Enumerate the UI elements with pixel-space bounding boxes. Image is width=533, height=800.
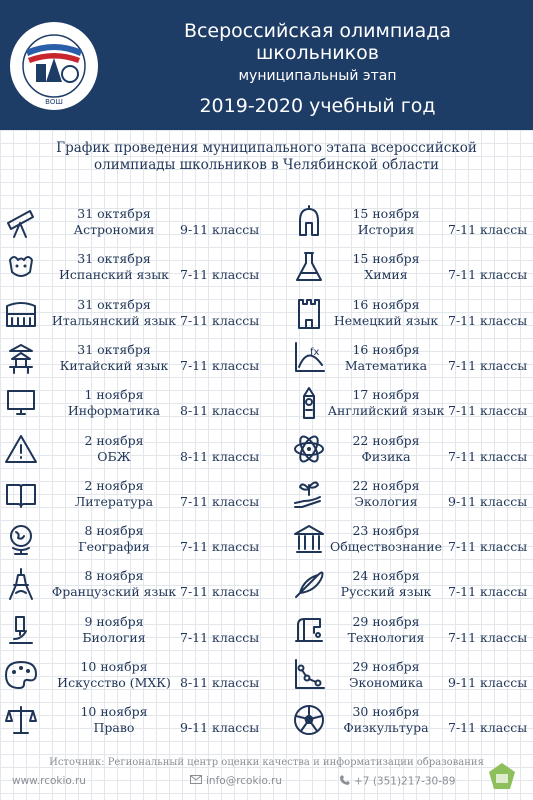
event-date: 22 ноября [352, 477, 420, 493]
footer-phone[interactable] [340, 775, 455, 788]
event-date: 15 ноября [352, 206, 420, 221]
event-subject: Китайский язык [59, 357, 169, 373]
schedule-title-line2: олимпиады школьников в Челябинской области [94, 157, 439, 173]
phone-icon [340, 775, 350, 788]
event-subject: ОБЖ [97, 448, 131, 464]
schedule-row [4, 475, 264, 515]
schedule-row [292, 565, 530, 605]
institution-icon [292, 522, 326, 556]
event-date: 9 ноября [84, 613, 144, 629]
header-title-line2: школьников [256, 42, 379, 64]
book-icon [4, 477, 38, 511]
event-subject: Немецкий язык [333, 312, 439, 328]
event-grades: 7-11 классы [448, 357, 528, 373]
flask-icon [292, 250, 326, 284]
event-subject: Английский язык [327, 403, 445, 419]
footer-source: Источник: Региональный центр оценки качества и информатизации образования [49, 757, 484, 768]
bull-icon [4, 250, 38, 284]
event-grades: 8-11 классы [180, 448, 260, 464]
plant-hand-icon [292, 477, 326, 511]
scales-icon [4, 703, 38, 737]
event-subject: Искусство (МХК) [57, 675, 171, 690]
event-date: 10 ноября [80, 704, 148, 720]
event-subject: Математика [344, 357, 428, 373]
event-grades: 9-11 классы [448, 675, 528, 690]
event-date: 31 октября [77, 251, 151, 267]
header-subtitle: муниципальный этап [238, 68, 397, 84]
event-grades: 7-11 классы [180, 312, 260, 328]
event-subject: Право [93, 720, 135, 736]
event-grades: 9-11 классы [448, 493, 528, 509]
rcokio-logo-icon [488, 762, 516, 790]
event-date: 2 ноября [84, 432, 144, 448]
event-subject: Экономика [348, 675, 424, 690]
svg-text:fx: fx [310, 346, 320, 358]
event-date: 31 октября [77, 206, 151, 221]
event-grades: 7-11 классы [448, 222, 528, 237]
event-date: 16 ноября [352, 341, 420, 357]
event-subject: Литература [74, 493, 154, 509]
event-subject: Обществознание [330, 539, 442, 555]
event-grades: 7-11 классы [180, 357, 260, 373]
event-date: 29 ноября [352, 613, 420, 629]
header-banner [0, 0, 533, 130]
schedule-row [4, 565, 264, 605]
event-date: 31 октября [77, 341, 151, 357]
microscope-icon [4, 613, 38, 647]
castle-tower-icon [292, 296, 326, 330]
function-graph-icon [292, 341, 326, 375]
event-date: 24 ноября [352, 568, 420, 584]
feather-icon [292, 567, 326, 601]
event-date: 15 ноября [352, 251, 420, 267]
schedule-title [0, 140, 533, 174]
event-date: 16 ноября [352, 296, 420, 312]
schedule-row [4, 248, 264, 288]
colosseum-icon [4, 296, 38, 330]
schedule-row [292, 203, 530, 243]
schedule-row [292, 384, 530, 424]
schedule-row [292, 520, 530, 560]
event-date: 30 ноября [352, 704, 420, 720]
footer-email[interactable] [190, 775, 282, 787]
schedule-row [4, 611, 264, 651]
warning-icon [4, 432, 38, 466]
schedule-row [292, 430, 530, 470]
event-subject: Информатика [67, 403, 161, 419]
event-grades: 7-11 классы [180, 493, 260, 509]
event-subject: Технология [347, 629, 425, 645]
event-date: 22 ноября [352, 432, 420, 448]
palette-icon [4, 658, 38, 692]
event-grades: 7-11 классы [180, 539, 260, 555]
event-date: 17 ноября [352, 387, 420, 403]
olympiad-logo-icon [8, 20, 100, 112]
event-subject: Французский язык [51, 584, 177, 600]
schedule-row [292, 611, 530, 651]
telescope-icon [4, 205, 38, 239]
schedule-row [292, 248, 530, 288]
helmet-icon [292, 205, 326, 239]
event-date: 2 ноября [84, 477, 144, 493]
schedule-row [292, 294, 530, 334]
event-subject: Экология [354, 493, 418, 509]
schedule-row [292, 656, 530, 696]
atom-icon [292, 432, 326, 466]
header-year: 2019-2020 учебный год [199, 95, 436, 117]
schedule-row [4, 384, 264, 424]
schedule-row [4, 520, 264, 560]
event-subject: Биология [82, 629, 146, 645]
globe-icon [4, 522, 38, 556]
event-grades: 7-11 классы [448, 448, 528, 464]
event-date: 1 ноября [84, 387, 144, 403]
mail-icon [190, 775, 202, 787]
event-grades: 7-11 классы [448, 720, 528, 736]
event-date: 31 октября [77, 296, 151, 312]
svg-text:ВОШ: ВОШ [45, 98, 63, 106]
eiffel-tower-icon [4, 567, 38, 601]
schedule-row [292, 475, 530, 515]
event-subject: География [78, 539, 150, 555]
event-grades: 7-11 классы [180, 584, 260, 600]
event-subject: Физика [361, 448, 411, 464]
header-title-line1: Всероссийская олимпиада [183, 20, 452, 42]
event-grades: 7-11 классы [448, 403, 528, 419]
schedule-row [4, 203, 264, 243]
event-grades: 7-11 классы [180, 629, 260, 645]
schedule-title-line1: График проведения муниципального этапа всероссийской [56, 140, 477, 156]
schedule-row [4, 701, 264, 741]
event-grades: 7-11 классы [448, 584, 528, 600]
event-grades: 8-11 классы [180, 403, 260, 419]
event-grades: 8-11 классы [180, 675, 260, 690]
event-grades: 7-11 классы [448, 267, 528, 283]
event-subject: Химия [364, 267, 408, 283]
event-subject: Испанский язык [59, 267, 169, 283]
schedule-row [4, 430, 264, 470]
footer-phone-text: +7 (351)217-30-89 [354, 775, 456, 788]
schedule-row [4, 656, 264, 696]
event-grades: 7-11 классы [448, 539, 528, 555]
event-date: 23 ноября [352, 523, 420, 539]
schedule-row [292, 339, 530, 379]
event-subject: Астрономия [73, 222, 155, 237]
event-grades: 7-11 классы [448, 629, 528, 645]
event-date: 10 ноября [80, 659, 148, 674]
event-grades: 7-11 классы [448, 312, 528, 328]
pagoda-icon [4, 341, 38, 375]
event-subject: Физкультура [343, 720, 429, 736]
event-grades: 9-11 классы [180, 720, 260, 736]
event-grades: 7-11 классы [180, 267, 260, 283]
event-date: 8 ноября [84, 523, 144, 539]
footer-website[interactable] [8, 775, 86, 787]
schedule-row [4, 339, 264, 379]
chart-icon [292, 658, 326, 692]
schedule-row [4, 294, 264, 334]
event-subject: Итальянский язык [51, 312, 177, 328]
schedule-row [292, 701, 530, 741]
footer-email-text: info@rcokio.ru [206, 775, 283, 787]
event-subject: История [357, 222, 415, 237]
footer-website-text: www.rcokio.ru [12, 775, 86, 787]
event-subject: Русский язык [340, 584, 432, 600]
sewing-machine-icon [292, 613, 326, 647]
big-ben-icon [292, 386, 326, 420]
computer-icon [4, 386, 38, 420]
event-date: 8 ноября [84, 568, 144, 584]
event-grades: 9-11 классы [180, 222, 260, 237]
ball-icon [292, 703, 326, 737]
event-date: 29 ноября [352, 659, 420, 674]
